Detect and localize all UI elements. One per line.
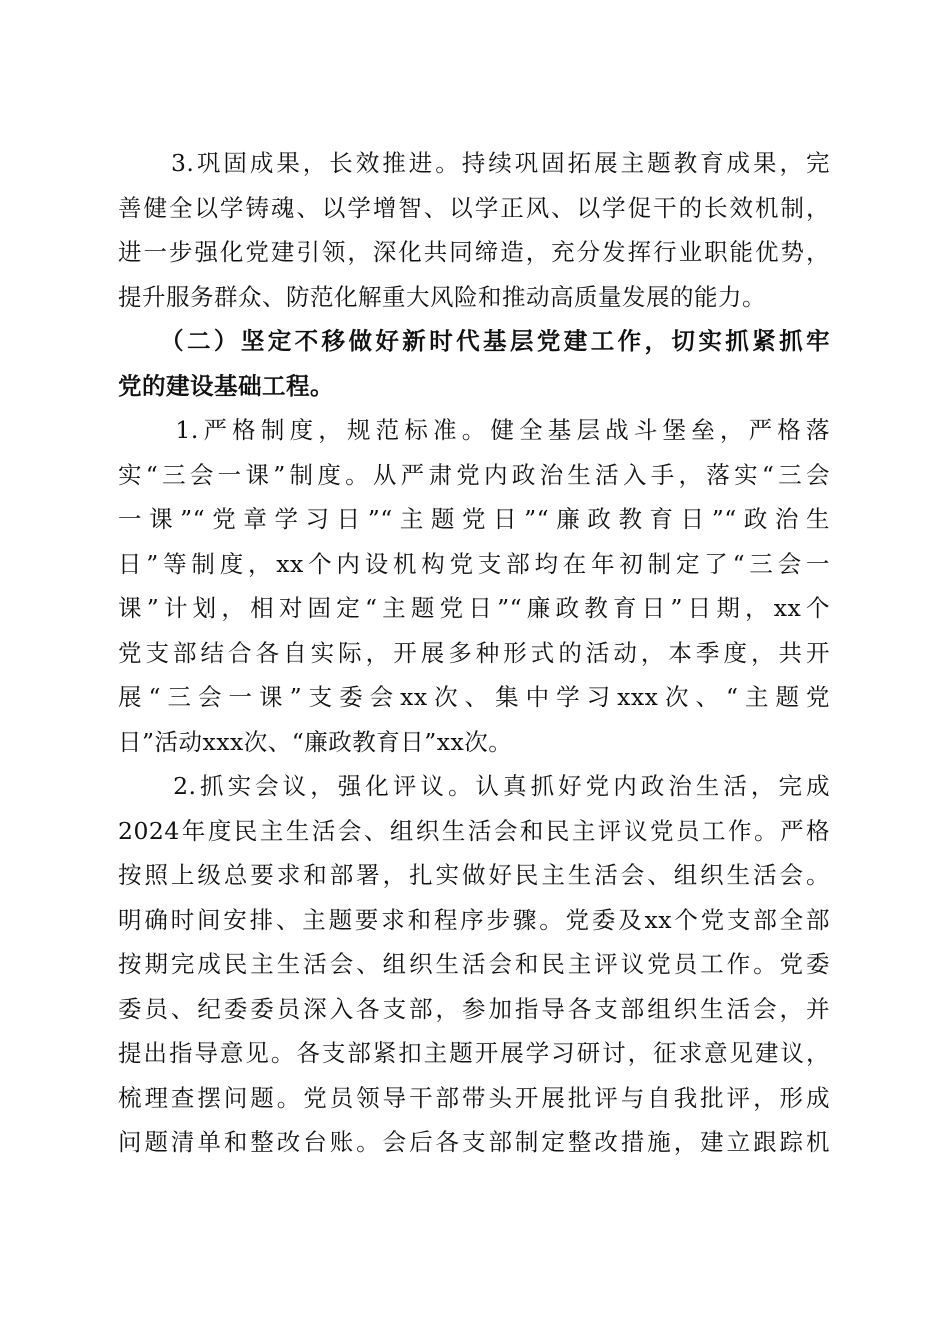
text-line: 日”活动xxx次、“廉政教育日”xx次。 [118,727,513,756]
paragraph-item-1-strict-system [118,408,830,764]
text-line: 提出指导意见。各支部紧扣主题开展学习研讨，征求意见建议， [118,1039,830,1067]
text-line: 课”计划，相对固定“主题党日”“廉政教育日”日期，xx个 [118,594,830,622]
text-line: 展“三会一课”支委会xx次、集中学习xxx次、“主题党 [118,683,830,711]
heading-line: （二）坚定不移做好新时代基层党建工作，切实抓紧抓牢 [118,327,830,355]
document-body [118,141,830,1165]
text-line: 一课”“党章学习日”“主题党日”“廉政教育日”“政治生 [118,505,830,533]
text-line: 1.严格制度，规范标准。健全基层战斗堡垒，严格落 [118,416,830,444]
text-line: 问题清单和整改台账。会后各支部制定整改措施，建立跟踪机 [118,1128,830,1156]
paragraph-item-3-consolidate [118,141,830,319]
text-line: 明确时间安排、主题要求和程序步骤。党委及xx个党支部全部 [118,905,830,934]
text-line: 2024年度民主生活会、组织生活会和民主评议党员工作。严格 [118,816,830,845]
text-line: 实“三会一课”制度。从严肃党内政治生活入手，落实“三会 [118,460,830,489]
text-line: 进一步强化党建引领，深化共同缔造，充分发挥行业职能优势， [118,238,830,266]
section-heading-2 [118,319,830,408]
text-line: 善健全以学铸魂、以学增智、以学正风、以学促干的长效机制， [118,193,830,222]
text-line: 提升服务群众、防范化解重大风险和推动高质量发展的能力。 [118,282,766,311]
text-line: 委员、纪委委员深入各支部，参加指导各支部组织生活会，并 [118,994,830,1023]
text-line: 按照上级总要求和部署，扎实做好民主生活会、组织生活会。 [118,861,830,889]
paragraph-item-2-meetings [118,764,830,1165]
text-line: 党支部结合各自实际，开展多种形式的活动，本季度，共开 [118,638,830,667]
heading-line: 党的建设基础工程。 [118,371,334,400]
text-line: 梳理查摆问题。党员领导干部带头开展批评与自我批评，形成 [118,1083,830,1112]
text-line: 2.抓实会议，强化评议。认真抓好党内政治生活，完成 [118,772,830,800]
text-line: 按期完成民主生活会、组织生活会和民主评议党员工作。党委 [118,950,830,978]
text-line: 日”等制度，xx个内设机构党支部均在年初制定了“三会一 [118,549,830,578]
text-line: 3.巩固成果，长效推进。持续巩固拓展主题教育成果，完 [118,149,830,177]
